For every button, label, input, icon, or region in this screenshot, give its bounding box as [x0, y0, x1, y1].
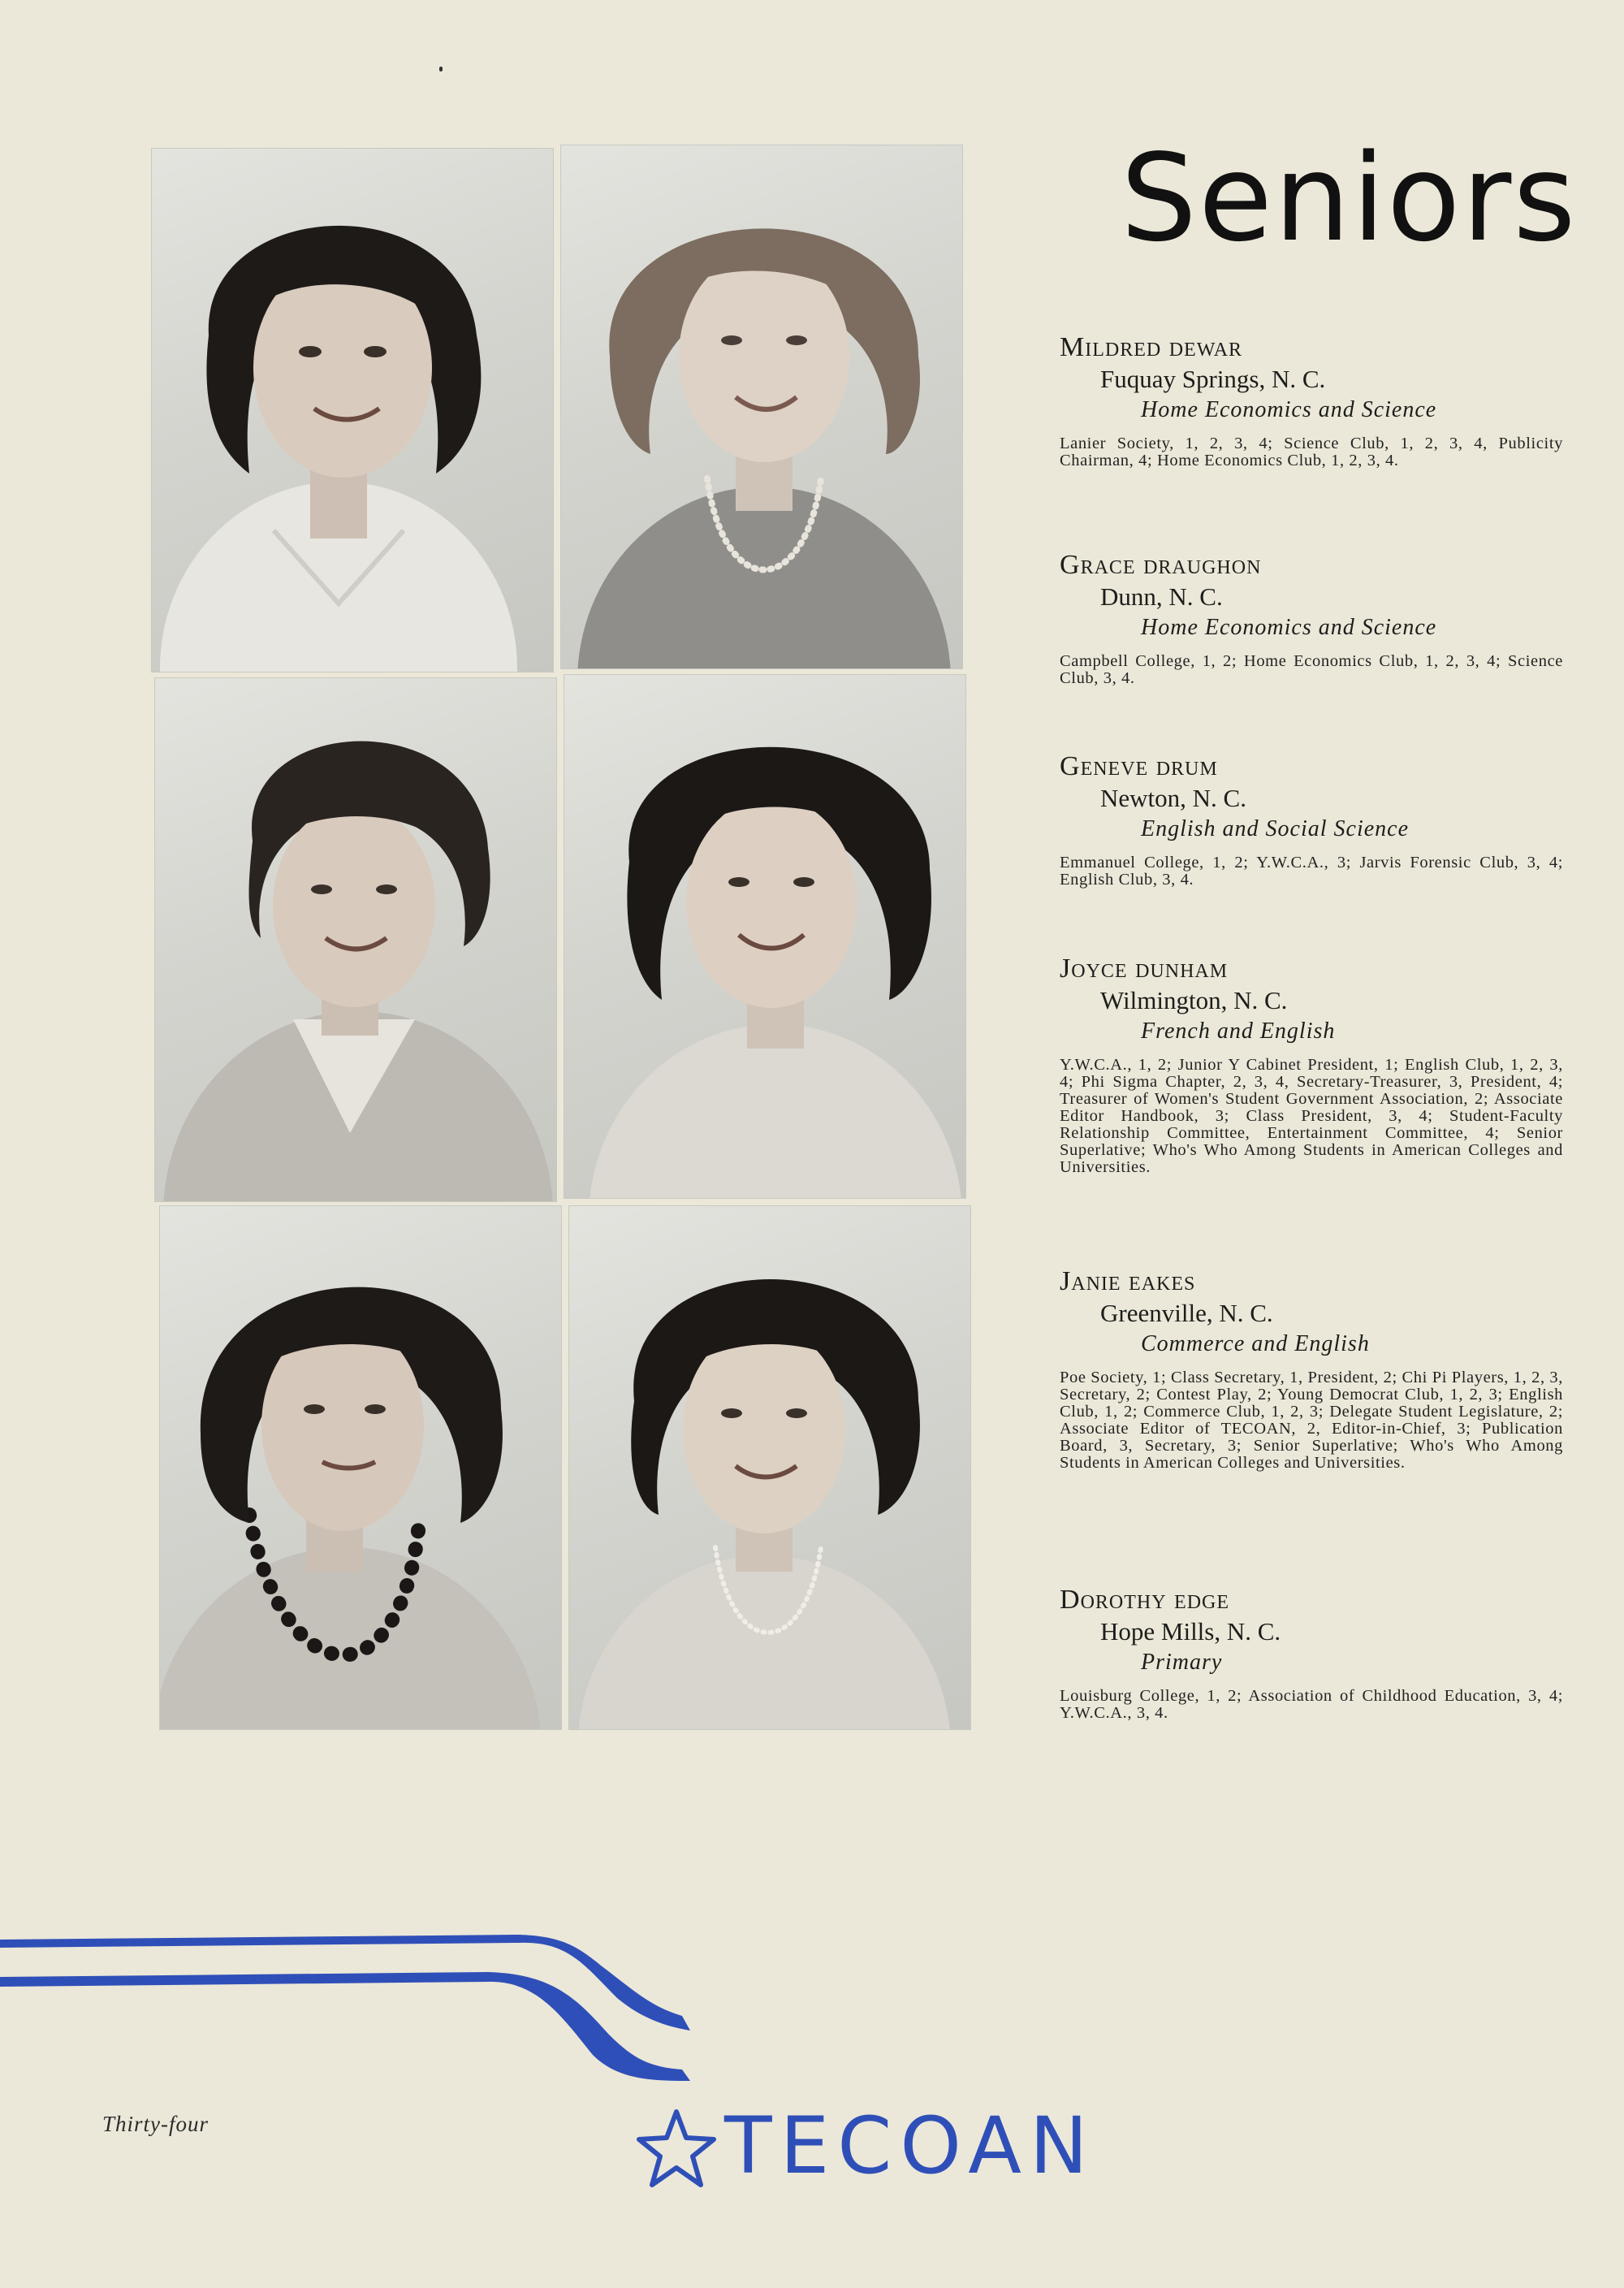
portrait-photo-joyce-dunham — [564, 674, 966, 1199]
portrait-photo-geneve-drum — [154, 677, 557, 1202]
senior-hometown: Fuquay Springs, N. C. — [1100, 365, 1326, 394]
portrait-grid — [151, 145, 966, 1727]
portrait-icon — [155, 678, 556, 1201]
portrait-icon — [561, 145, 962, 668]
portrait-photo-grace-draughon — [560, 145, 963, 669]
senior-name: Janie eakes — [1060, 1266, 1196, 1296]
senior-hometown: Hope Mills, N. C. — [1100, 1617, 1281, 1646]
senior-name: Grace draughon — [1060, 550, 1262, 580]
senior-activities: Lanier Society, 1, 2, 3, 4; Science Club, 1, 2, 3, 4, Publicity Chairman, 4; Home Economics Club, 1, 2, 3, 4. — [1060, 434, 1563, 469]
senior-name: Mildred dewar — [1060, 332, 1243, 362]
swoosh-lines-icon — [0, 1925, 706, 2087]
senior-entry — [1060, 549, 1563, 687]
senior-activities: Poe Society, 1; Class Secretary, 1, President, 2; Chi Pi Players, 1, 2, 3, Secretary, 2; Contest Play, 2; Young Democrat Club, 1, 2, 3; English Club, 1, 2; Commerce Club, 1, 2, 3; Delegate Student Legislature, 2; Associate Editor of TECOAN, 2, Editor-in-Chief, 3; Publication Board, 3, Secretary, 3; Senior Superlative; Who's Who Among Students in American Colleges and Universities. — [1060, 1368, 1563, 1472]
senior-hometown: Greenville, N. C. — [1100, 1299, 1273, 1328]
senior-entry — [1060, 331, 1563, 469]
senior-major: French and English — [1141, 1019, 1336, 1045]
portrait-photo-mildred-dewar — [151, 148, 554, 673]
page-title: Seniors — [1121, 128, 1578, 268]
print-speck — [439, 67, 443, 71]
senior-entry — [1060, 1584, 1563, 1722]
portrait-photo-janie-eakes — [159, 1205, 562, 1730]
senior-entry — [1060, 1265, 1563, 1472]
senior-activities: Campbell College, 1, 2; Home Economics Club, 1, 2, 3, 4; Science Club, 3, 4. — [1060, 651, 1563, 687]
portrait-photo-dorothy-edge — [568, 1205, 971, 1730]
senior-major: English and Social Science — [1141, 816, 1410, 842]
senior-activities: Y.W.C.A., 1, 2; Junior Y Cabinet President, 1; English Club, 1, 2, 3, 4; Phi Sigma Chapter, 2, 3, 4, Secretary-Treasurer, 3, President, 4; Treasurer of Women's Student Government Association, 2; Associate Editor Handbook, 3; Class President, 3, 4; Student-Faculty Relationship Committee, Entertainment Committee, 4; Senior Superlative; Who's Who Among Students in American Colleges and Universities. — [1060, 1055, 1563, 1176]
portrait-icon — [564, 675, 965, 1198]
senior-entry — [1060, 750, 1563, 889]
senior-major: Primary — [1141, 1650, 1223, 1676]
senior-hometown: Dunn, N. C. — [1100, 582, 1223, 612]
senior-hometown: Newton, N. C. — [1100, 784, 1246, 813]
portrait-icon — [569, 1206, 970, 1729]
senior-major: Commerce and English — [1141, 1331, 1370, 1357]
senior-hometown: Wilmington, N. C. — [1100, 986, 1288, 1015]
senior-name: Joyce dunham — [1060, 954, 1229, 984]
senior-major: Home Economics and Science — [1141, 397, 1437, 423]
portrait-icon — [160, 1206, 561, 1729]
senior-entry — [1060, 953, 1563, 1176]
senior-activities: Louisburg College, 1, 2; Association of Childhood Education, 3, 4; Y.W.C.A., 3, 4. — [1060, 1686, 1563, 1722]
senior-major: Home Economics and Science — [1141, 615, 1437, 641]
senior-name: Dorothy edge — [1060, 1585, 1230, 1615]
senior-activities: Emmanuel College, 1, 2; Y.W.C.A., 3; Jarvis Forensic Club, 3, 4; English Club, 3, 4. — [1060, 853, 1563, 889]
senior-name: Geneve drum — [1060, 751, 1218, 781]
star-icon — [635, 2109, 718, 2190]
tecoan-logo — [635, 2100, 1096, 2193]
portrait-icon — [152, 149, 553, 672]
page-number: Thirty-four — [102, 2112, 209, 2136]
logo-wordmark: TECOAN — [724, 2100, 1096, 2191]
